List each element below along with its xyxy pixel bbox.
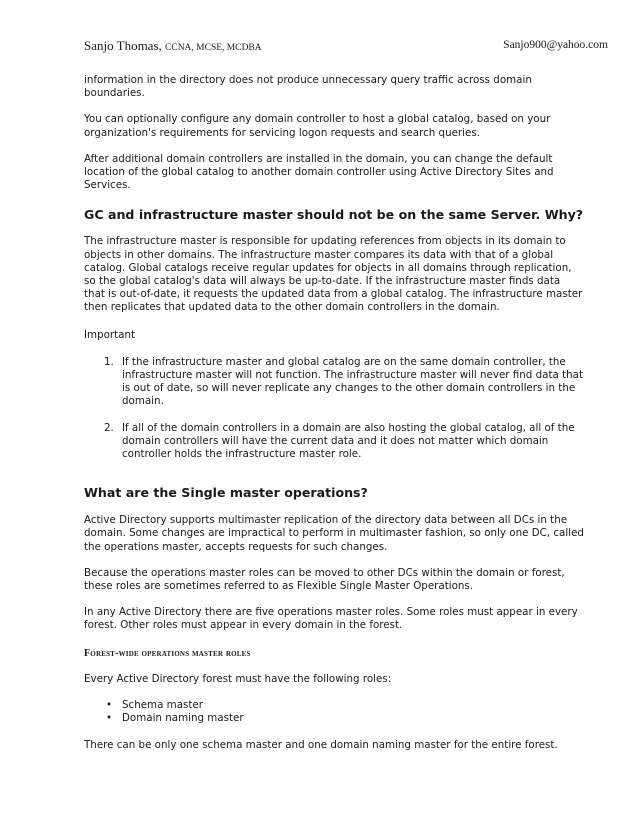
- bullet-icon: •: [106, 698, 113, 711]
- paragraph: Every Active Directory forest must have the following roles:: [84, 672, 392, 685]
- page-header: [84, 38, 608, 56]
- list-item: [84, 356, 584, 409]
- paragraph: There can be only one schema master and one domain naming master for the entire forest.: [84, 739, 558, 752]
- list-number: 1.: [104, 355, 114, 368]
- author-line: [84, 38, 262, 54]
- list-item-text: Domain naming master: [122, 712, 244, 725]
- paragraph: Active Directory supports multimaster replication of the directory data between all DCs in the domain. Some changes are impractical to perform in multimaster fashion, so only one DC, called the operations master, accepts requests for such changes.: [84, 514, 584, 553]
- list-item-text: If all of the domain controllers in a domain are also hosting the global catalog, all of the domain controllers will have the current data and it does not matter which domain controller holds the infrastructure master role.: [122, 421, 575, 461]
- paragraph: After additional domain controllers are installed in the domain, you can change the default location of the global catalog to another domain controller using Active Directory Sites and Services.: [84, 152, 554, 192]
- list-item-text: Schema master: [122, 698, 203, 711]
- paragraph: The infrastructure master is responsible for updating references from objects in its domain to objects in other domains. The infrastructure master compares its data with that of a global catalog. Global catalogs receive regular updates for objects in all domains through replication, so the global catalog's data will always be up-to-date. If the infrastructure master finds data that is out-of-date, it requests the updated data from a global catalog. The infrastructure master then replicates that updated data to the other domain controllers in the domain.: [84, 235, 583, 314]
- section-heading: What are the Single master operations?: [84, 485, 368, 501]
- bullet-icon: •: [106, 712, 113, 725]
- list-item: [84, 712, 584, 725]
- subsection-heading: Forest-wide operations master roles: [84, 647, 251, 659]
- paragraph: information in the directory does not produce unnecessary query traffic across domain boundaries.: [84, 74, 532, 100]
- list-item: [84, 422, 584, 462]
- paragraph: In any Active Directory there are five operations master roles. Some roles must appear in every forest. Other roles must appear in every domain in the forest.: [84, 606, 578, 632]
- list-item: [84, 699, 584, 712]
- author-name: Sanjo Thomas,: [84, 38, 162, 53]
- important-label: Important: [84, 328, 136, 341]
- list-number: 2.: [104, 421, 114, 434]
- numbered-list: [84, 356, 584, 461]
- list-item-text: If the infrastructure master and global catalog are on the same domain controller, the infrastructure master will not function. The infrastructure master will never find data that is out of date, so will never replicate any changes to the other domain controllers in the domain.: [122, 355, 583, 408]
- document-body: [84, 74, 584, 753]
- author-email: Sanjo900@yahoo.com: [503, 39, 608, 51]
- paragraph: You can optionally configure any domain controller to host a global catalog, based on your organization's requirements for servicing logon requests and search queries.: [84, 113, 551, 139]
- paragraph: Because the operations master roles can be moved to other DCs within the domain or forest, these roles are sometimes referred to as Flexible Single Master Operations.: [84, 566, 565, 593]
- section-heading: GC and infrastructure master should not be on the same Server. Why?: [84, 207, 584, 223]
- author-credentials: CCNA, MCSE, MCDBA: [165, 43, 262, 53]
- bullet-list: [84, 699, 584, 725]
